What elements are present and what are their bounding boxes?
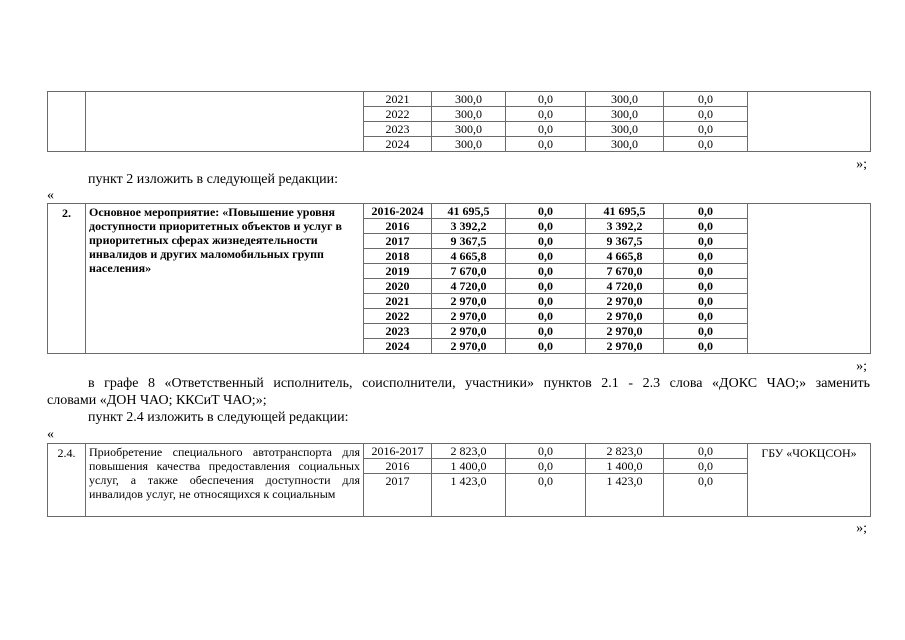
year-cell: 2024 — [364, 137, 432, 152]
item-number-cell: 2. — [48, 204, 86, 354]
other-cell: 0,0 — [664, 204, 748, 219]
federal-cell: 0,0 — [506, 324, 586, 339]
federal-cell: 0,0 — [506, 264, 586, 279]
closing-quote-3: »; — [856, 521, 867, 536]
responsible-cell: ГБУ «ЧОКЦСОН» — [748, 444, 871, 517]
item-number-cell — [48, 92, 86, 152]
regional-cell: 300,0 — [586, 137, 664, 152]
responsible-cell — [748, 92, 871, 152]
item-title-cell: Основное мероприятие: «Повышение уровня доступности приоритетных объектов и услуг в приоритетных сферах жизнедеятельности инвалидов и других маломобильных групп населения» — [86, 204, 364, 354]
federal-cell: 0,0 — [506, 339, 586, 354]
federal-cell: 0,0 — [506, 249, 586, 264]
year-cell: 2022 — [364, 309, 432, 324]
regional-cell: 7 670,0 — [586, 264, 664, 279]
total-cell: 2 970,0 — [432, 339, 506, 354]
year-cell: 2016 — [364, 219, 432, 234]
year-cell: 2021 — [364, 92, 432, 107]
year-cell: 2020 — [364, 279, 432, 294]
total-cell: 300,0 — [432, 137, 506, 152]
year-cell: 2023 — [364, 324, 432, 339]
total-cell: 2 823,0 — [432, 444, 506, 459]
table-row — [48, 92, 871, 107]
paragraph-replace-line1: в графе 8 «Ответственный исполнитель, соисполнители, участники» пунктов 2.1 - 2.3 слова «ДОКС ЧАО;» заменить — [88, 376, 870, 391]
total-cell: 41 695,5 — [432, 204, 506, 219]
other-cell: 0,0 — [664, 107, 748, 122]
regional-cell: 2 970,0 — [586, 294, 664, 309]
other-cell: 0,0 — [664, 339, 748, 354]
regional-cell: 300,0 — [586, 92, 664, 107]
year-cell: 2017 — [364, 234, 432, 249]
total-cell: 300,0 — [432, 92, 506, 107]
responsible-cell — [748, 204, 871, 354]
other-cell: 0,0 — [664, 137, 748, 152]
table-item-2 — [47, 203, 871, 354]
item-title-cell — [86, 92, 364, 152]
federal-cell: 0,0 — [506, 122, 586, 137]
total-cell: 4 720,0 — [432, 279, 506, 294]
opening-quote-2: « — [47, 427, 54, 442]
item-number-cell: 2.4. — [48, 444, 86, 517]
regional-cell: 300,0 — [586, 122, 664, 137]
table-row — [48, 444, 871, 459]
other-cell: 0,0 — [664, 279, 748, 294]
federal-cell: 0,0 — [506, 459, 586, 474]
regional-cell: 2 970,0 — [586, 339, 664, 354]
regional-cell: 1 400,0 — [586, 459, 664, 474]
total-cell: 7 670,0 — [432, 264, 506, 279]
regional-cell: 41 695,5 — [586, 204, 664, 219]
table-previous-item — [47, 91, 871, 152]
regional-cell: 2 823,0 — [586, 444, 664, 459]
federal-cell: 0,0 — [506, 219, 586, 234]
total-cell: 1 400,0 — [432, 459, 506, 474]
total-cell: 300,0 — [432, 107, 506, 122]
other-cell: 0,0 — [664, 474, 748, 517]
other-cell: 0,0 — [664, 264, 748, 279]
year-cell: 2019 — [364, 264, 432, 279]
federal-cell: 0,0 — [506, 474, 586, 517]
total-cell: 2 970,0 — [432, 294, 506, 309]
other-cell: 0,0 — [664, 249, 748, 264]
paragraph-replace-line2: словами «ДОН ЧАО; ККСиТ ЧАО;»; — [47, 393, 267, 408]
year-cell: 2024 — [364, 339, 432, 354]
closing-quote-2: »; — [856, 359, 867, 374]
other-cell: 0,0 — [664, 92, 748, 107]
other-cell: 0,0 — [664, 459, 748, 474]
federal-cell: 0,0 — [506, 204, 586, 219]
federal-cell: 0,0 — [506, 92, 586, 107]
total-cell: 1 423,0 — [432, 474, 506, 517]
federal-cell: 0,0 — [506, 137, 586, 152]
item-title-cell: Приобретение специального автотранспорта для повышения качества предоставления социальных услуг, а также обеспечения доступности для инвалидов услуг, не относящихся к социальным — [86, 444, 364, 517]
total-cell: 9 367,5 — [432, 234, 506, 249]
table-row — [48, 204, 871, 219]
total-cell: 3 392,2 — [432, 219, 506, 234]
regional-cell: 4 720,0 — [586, 279, 664, 294]
year-cell: 2016 — [364, 459, 432, 474]
total-cell: 4 665,8 — [432, 249, 506, 264]
federal-cell: 0,0 — [506, 279, 586, 294]
total-cell: 300,0 — [432, 122, 506, 137]
paragraph-item-2-4-intro: пункт 2.4 изложить в следующей редакции: — [88, 410, 349, 425]
year-cell: 2021 — [364, 294, 432, 309]
other-cell: 0,0 — [664, 219, 748, 234]
opening-quote-1: « — [47, 188, 54, 203]
other-cell: 0,0 — [664, 309, 748, 324]
other-cell: 0,0 — [664, 122, 748, 137]
regional-cell: 2 970,0 — [586, 324, 664, 339]
regional-cell: 4 665,8 — [586, 249, 664, 264]
federal-cell: 0,0 — [506, 294, 586, 309]
year-cell: 2016-2024 — [364, 204, 432, 219]
year-cell: 2016-2017 — [364, 444, 432, 459]
federal-cell: 0,0 — [506, 234, 586, 249]
other-cell: 0,0 — [664, 234, 748, 249]
total-cell: 2 970,0 — [432, 324, 506, 339]
regional-cell: 300,0 — [586, 107, 664, 122]
closing-quote-1: »; — [856, 157, 867, 172]
year-cell: 2022 — [364, 107, 432, 122]
total-cell: 2 970,0 — [432, 309, 506, 324]
other-cell: 0,0 — [664, 294, 748, 309]
federal-cell: 0,0 — [506, 444, 586, 459]
other-cell: 0,0 — [664, 444, 748, 459]
table-item-2-4 — [47, 443, 871, 517]
year-cell: 2018 — [364, 249, 432, 264]
year-cell: 2023 — [364, 122, 432, 137]
federal-cell: 0,0 — [506, 107, 586, 122]
year-cell: 2017 — [364, 474, 432, 517]
regional-cell: 3 392,2 — [586, 219, 664, 234]
other-cell: 0,0 — [664, 324, 748, 339]
federal-cell: 0,0 — [506, 309, 586, 324]
regional-cell: 1 423,0 — [586, 474, 664, 517]
paragraph-item-2-intro: пункт 2 изложить в следующей редакции: — [88, 172, 338, 187]
regional-cell: 2 970,0 — [586, 309, 664, 324]
regional-cell: 9 367,5 — [586, 234, 664, 249]
